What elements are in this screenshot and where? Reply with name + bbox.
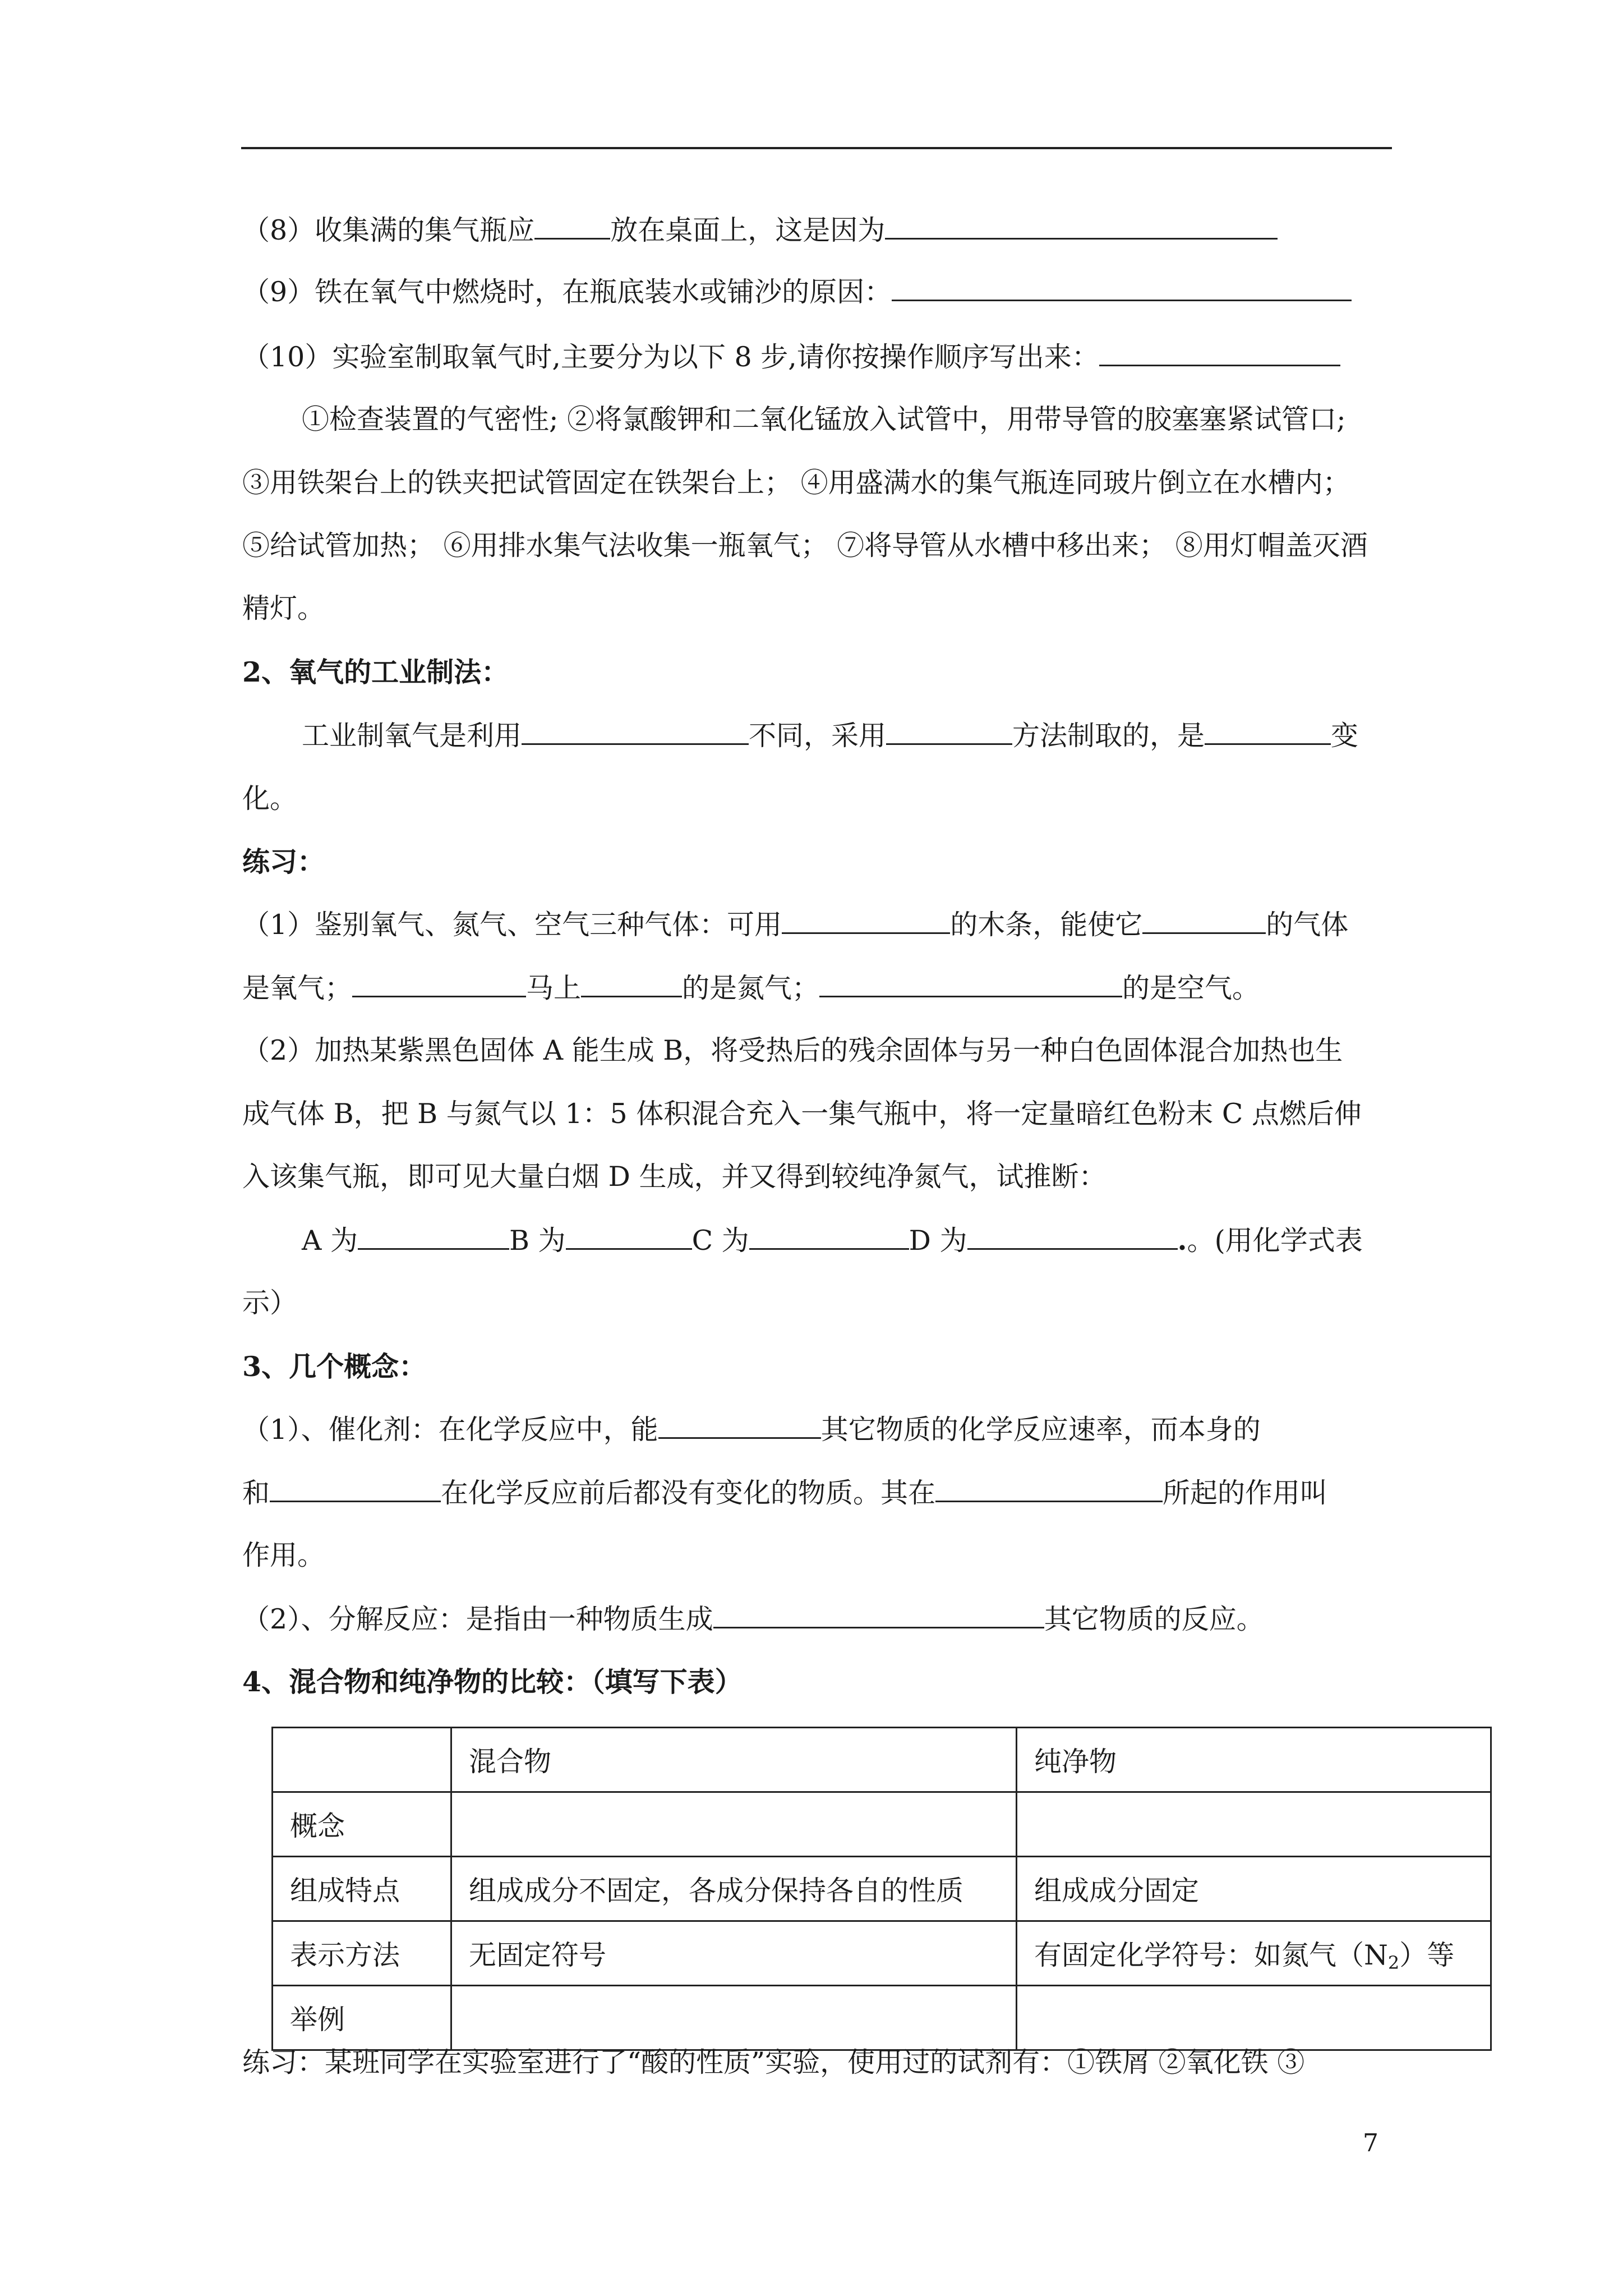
table-header-mixture: 混合物 [451,1728,1017,1792]
blank[interactable] [886,719,1012,745]
concept-1-line-1 [242,1412,1261,1447]
concept-2 [242,1602,1264,1636]
answer-b-label: B 为 [509,1225,566,1257]
table-cell [1017,1921,1491,1986]
section-heading-3: 3、几个概念： [242,1350,427,1383]
blank[interactable] [892,275,1352,301]
industrial-line [302,719,1358,753]
c1-text-b: 其它物质的化学反应速率，而本身的 [820,1414,1261,1446]
blank[interactable] [358,1223,509,1250]
table-header-pure: 纯净物 [1017,1728,1491,1792]
blank[interactable] [782,908,950,934]
blank[interactable] [935,1476,1163,1502]
practice-heading: 练习： [242,845,325,878]
row-label-composition: 组成特点 [273,1857,451,1921]
row-label-example: 举例 [273,1986,451,2050]
table-row [273,1857,1491,1921]
table-cell[interactable] [1017,1792,1491,1857]
blank[interactable] [352,971,526,997]
c1-text-e: 所起的作用叫 [1163,1477,1328,1509]
industrial-text-a: 工业制氧气是利用 [302,720,522,752]
p1-text-a: （1）鉴别氧气、氮气、空气三种气体：可用 [242,909,782,941]
table-row [273,1792,1491,1857]
table-row [273,1921,1491,1986]
subscript: 2 [1387,1952,1400,1973]
c2-text-a: （2）、分解反应：是指由一种物质生成 [242,1603,713,1635]
c1-text-a: （1）、催化剂：在化学反应中，能 [242,1414,658,1446]
table-cell[interactable] [1017,1986,1491,2050]
answer-d-label: D 为 [909,1225,967,1257]
blank[interactable] [522,719,749,745]
notation-text: 有固定化学符号：如氮气（N [1034,1939,1388,1971]
p1-text-f: 的是氮气； [682,972,820,1004]
table-cell: 组成成分固定 [1017,1857,1491,1921]
c2-text-b: 其它物质的反应。 [1044,1603,1264,1635]
practice-1-line-1 [242,908,1348,942]
notation-text-end: ）等 [1399,1939,1455,1971]
table-cell: 组成成分不固定，各成分保持各自的性质 [451,1857,1017,1921]
table-cell[interactable] [451,1986,1017,2050]
table-header-row [273,1728,1491,1792]
p1-text-c: 的气体 [1266,909,1349,941]
practice-2-answers-line-2: 示） [242,1287,298,1319]
blank[interactable] [713,1602,1044,1628]
answer-a-label: A 为 [302,1225,358,1257]
question-10 [242,340,1340,374]
blank[interactable] [658,1412,821,1439]
industrial-text-d: 变 [1331,720,1359,752]
practice-2-line-2: 成气体 B，把 B 与氮气以 1：5 体积混合充入一集气瓶中，将一定量暗红色粉末 C 点燃后伸 [242,1098,1362,1130]
table-cell[interactable] [451,1792,1017,1857]
section-heading-2: 2、氧气的工业制法： [242,656,509,688]
q8-text-b: 放在桌面上，这是因为 [610,214,886,246]
header-rule [241,147,1392,149]
industrial-text-c: 方法制取的，是 [1012,720,1205,752]
blank[interactable] [1205,719,1331,745]
blank[interactable] [581,971,682,997]
steps-line-1: ①检查装置的气密性; ②将氯酸钾和二氧化锰放入试管中，用带导管的胶塞塞紧试管口; [302,403,1346,435]
blank[interactable] [270,1476,441,1502]
steps-line-3: ⑤给试管加热； ⑥用排水集气法收集一瓶氧气； ⑦将导管从水槽中移出来； ⑧用灯帽盖灭酒 [242,530,1368,562]
c1-text-d: 在化学反应前后都没有变化的物质。其在 [441,1477,936,1509]
q9-text: （9）铁在氧气中燃烧时，在瓶底装水或铺沙的原因： [242,276,892,308]
question-8 [242,213,1278,247]
industrial-text-b: 不同，采用 [749,720,887,752]
concept-1-line-3: 作用。 [242,1539,325,1571]
practice-2-line-1: （2）加热某紫黑色固体 A 能生成 B，将受热后的残余固体与另一种白色固体混合加热也生 [242,1034,1343,1066]
steps-line-4: 精灯。 [242,592,325,624]
p1-text-e: 马上 [526,972,582,1004]
practice-2-answers [302,1223,1363,1258]
practice-2-line-3: 入该集气瓶，即可见大量白烟 D 生成，并又得到较纯净氮气，试推断： [242,1161,1106,1193]
row-label-concept: 概念 [273,1792,451,1857]
q8-text-a: （8）收集满的集气瓶应 [242,214,535,246]
blank[interactable] [1099,340,1340,366]
blank[interactable] [967,1223,1178,1250]
answer-suffix: 。(用化学式表 [1187,1225,1363,1257]
industrial-line-2: 化。 [242,783,298,815]
blank[interactable] [534,213,610,240]
answer-dot: . [1177,1224,1187,1257]
answer-c-label: C 为 [691,1225,749,1257]
table-row [273,1986,1491,2050]
comparison-table [271,1727,1492,2051]
concept-1-line-2 [242,1476,1327,1510]
q10-text: （10）实验室制取氧气时,主要分为以下 8 步,请你按操作顺序写出来： [242,341,1099,373]
table-cell [273,1728,451,1792]
p1-text-b: 的木条，能使它 [950,909,1143,941]
final-practice-line: 练习：某班同学在实验室进行了“酸的性质”实验，使用过的试剂有：①铁屑 ②氧化铁 ③ [242,2046,1305,2078]
blank[interactable] [885,213,1278,240]
page-number: 7 [1363,2129,1378,2157]
steps-line-2: ③用铁架台上的铁夹把试管固定在铁架台上； ④用盛满水的集气瓶连同玻片倒立在水槽内； [242,467,1350,499]
row-label-notation: 表示方法 [273,1921,451,1986]
p1-text-d: 是氧气； [242,972,353,1004]
c1-text-c: 和 [242,1477,270,1509]
p1-text-g: 的是空气。 [1122,972,1260,1004]
practice-1-line-2 [242,971,1260,1005]
blank[interactable] [749,1223,909,1250]
blank[interactable] [1142,908,1266,934]
blank[interactable] [566,1223,692,1250]
table-cell: 无固定符号 [451,1921,1017,1986]
question-9 [242,275,1352,309]
blank[interactable] [819,971,1122,997]
section-heading-4: 4、混合物和纯净物的比较：（填写下表） [242,1665,743,1698]
